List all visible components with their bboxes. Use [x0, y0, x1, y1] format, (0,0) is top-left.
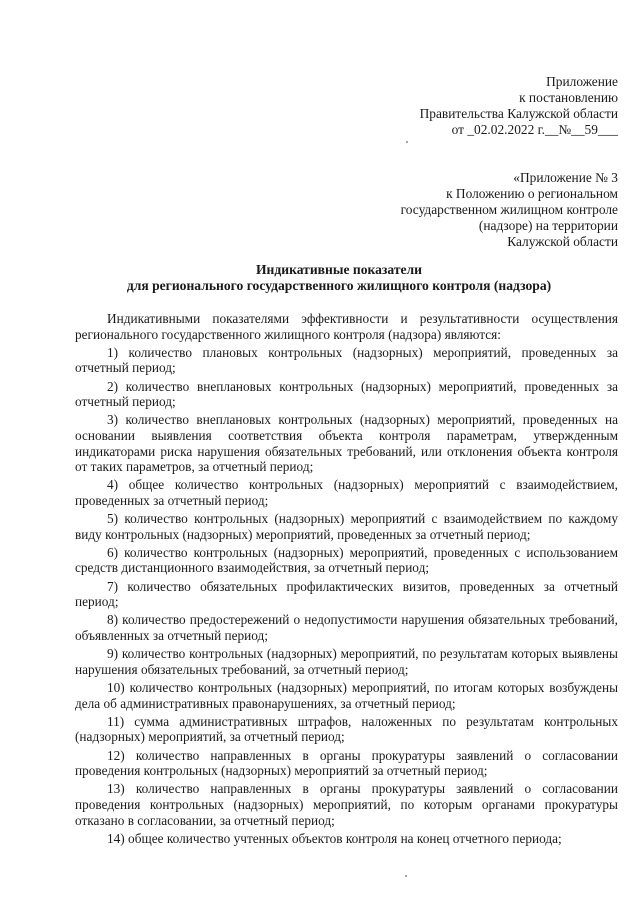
appendix-header	[420, 74, 618, 138]
list-item: 4) общее количество контрольных (надзорных) мероприятий с взаимодействием, проведенных за отчетный период;	[75, 477, 618, 508]
intro-paragraph: Индикативными показателями эффективности и результативности осуществления регионального государственного жилищного контроля (надзора) являются:	[75, 311, 618, 342]
list-item: 2) количество внеплановых контрольных (надзорных) мероприятий, проведенных за отчетный период;	[75, 378, 618, 410]
annex-line-1: «Приложение № 3	[513, 170, 618, 185]
appendix-line-4: от _02.02.2022 г.__№__59___	[451, 122, 618, 137]
appendix-line-1: Приложение	[546, 74, 618, 89]
appendix-line-2: к постановлению	[519, 90, 618, 105]
list-item: 9) количество контрольных (надзорных) мероприятий, по результатам которых выявлены нарушения обязательных требований, за отчетный период;	[75, 646, 618, 677]
scan-speck	[406, 141, 408, 143]
title-line-2: для регионального государственного жилищного контроля (надзора)	[126, 278, 552, 293]
list-item: 7) количество обязательных профилактических визитов, проведенных за отчетный период;	[75, 578, 618, 610]
list-item: 11) сумма административных штрафов, наложенных по результатам контрольных (надзорных) мероприятий, за отчетный период;	[75, 713, 618, 745]
annex-header	[401, 170, 618, 250]
list-item: 12) количество направленных в органы прокуратуры заявлений о согласовании проведения контрольных (надзорных) мероприятий за отчетный период;	[75, 747, 618, 779]
document-body	[75, 311, 618, 849]
list-item: 10) количество контрольных (надзорных) мероприятий, по итогам которых возбуждены дела об административных правонарушениях, за отчетный период;	[75, 680, 618, 711]
list-item: 3) количество внеплановых контрольных (надзорных) мероприятий, проведенных на основании выявления соответствия объекта контроля параметрам, утвержденным индикаторами риска нарушения обязательных требований, или отклонения объекта контроля от таких параметров, за отчетный период;	[75, 412, 618, 475]
annex-line-4: (надзоре) на территории	[478, 218, 618, 233]
annex-line-3: государственном жилищном контроле	[400, 202, 618, 217]
scan-speck	[405, 875, 407, 877]
title-line-1: Индикативные показатели	[255, 262, 423, 277]
list-item: 5) количество контрольных (надзорных) мероприятий с взаимодействием по каждому виду контрольных (надзорных) мероприятий, проведенных за отчетный период;	[75, 511, 618, 542]
annex-line-2: к Положению о региональном	[446, 186, 618, 201]
list-item: 6) количество контрольных (надзорных) мероприятий, проведенных с использованием средств дистанционного взаимодействия, за отчетный период;	[75, 544, 618, 576]
list-item: 8) количество предостережений о недопустимости нарушения обязательных требований, объявленных за отчетный период;	[75, 612, 618, 644]
list-item: 1) количество плановых контрольных (надзорных) мероприятий, проведенных за отчетный период;	[75, 344, 618, 376]
appendix-line-3: Правительства Калужской области	[419, 106, 618, 121]
list-item: 14) общее количество учтенных объектов контроля на конец отчетного периода;	[107, 830, 562, 846]
document-title	[60, 262, 618, 294]
list-item: 13) количество направленных в органы прокуратуры заявлений о согласовании проведения контрольных (надзорных) мероприятий, по которым органами прокуратуры отказано в согласовании, за отчетный период;	[75, 781, 618, 828]
annex-line-5: Калужской области	[507, 234, 618, 249]
